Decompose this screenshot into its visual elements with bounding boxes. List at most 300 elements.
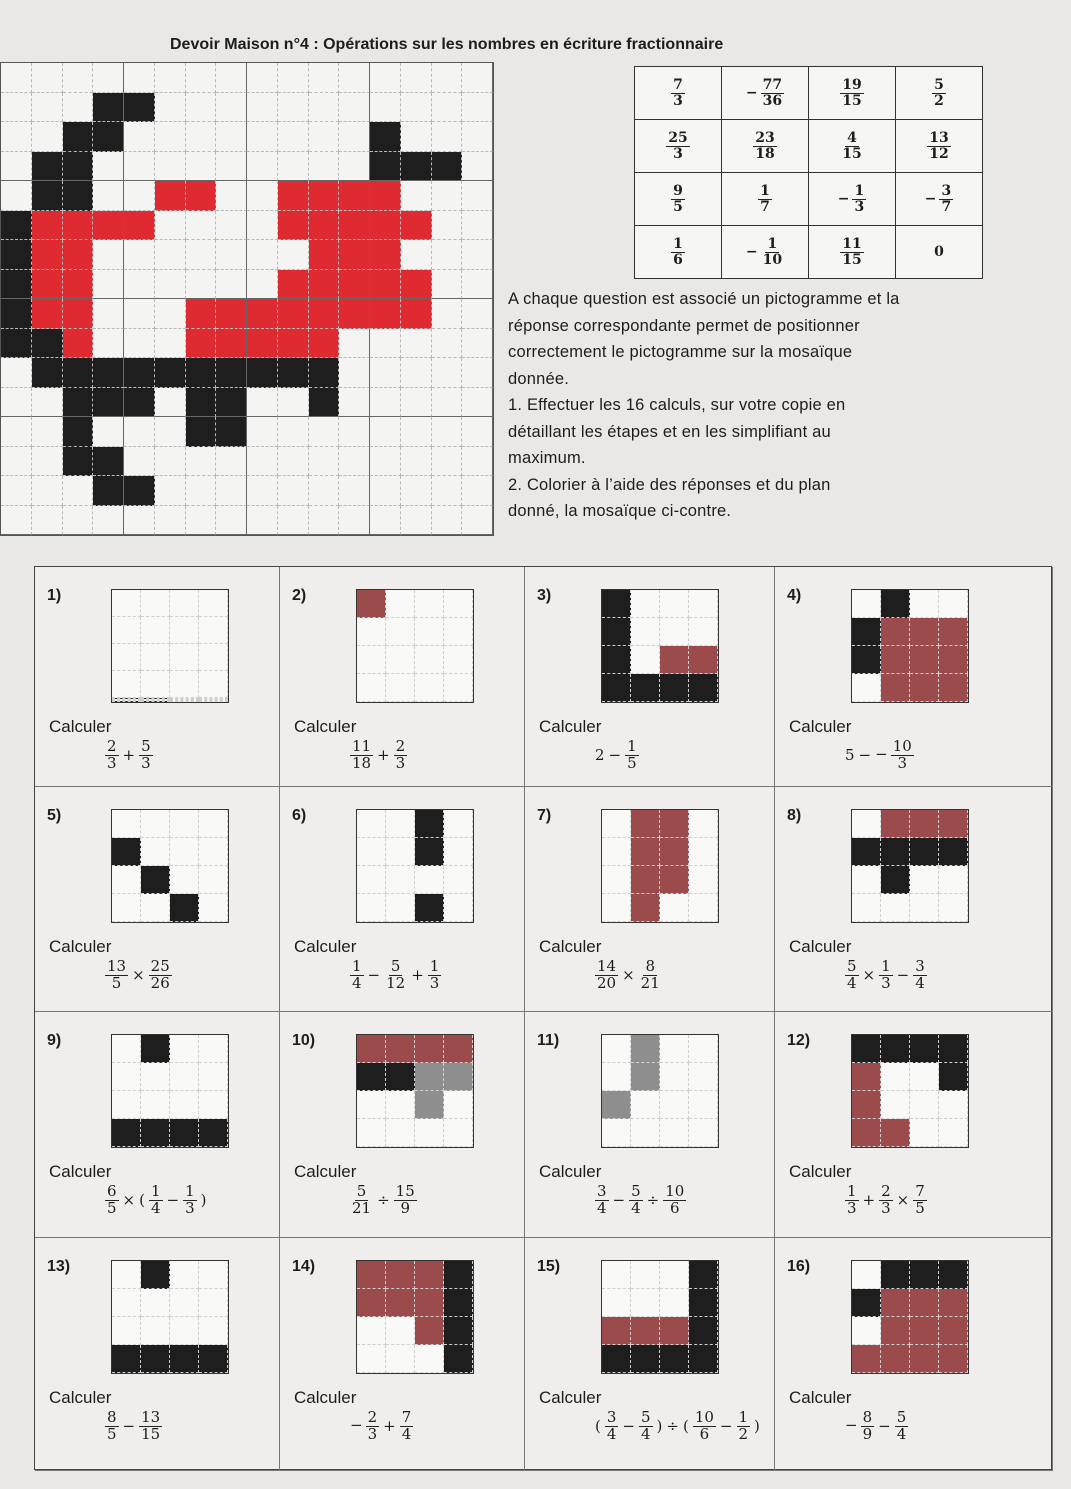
pictogram-cell — [141, 671, 170, 698]
pictogram-cell — [170, 1063, 199, 1091]
operator: + — [383, 1417, 396, 1436]
minus-sign: − — [745, 85, 758, 101]
numerator: 2 — [395, 737, 406, 755]
pictogram-cell — [881, 838, 910, 866]
operator: ÷ — [377, 1191, 390, 1210]
pictogram — [356, 809, 474, 923]
denominator: 4 — [401, 1424, 412, 1443]
mosaic-cell — [32, 63, 63, 93]
question-number: 11) — [537, 1032, 560, 1049]
mosaic-cell — [432, 506, 463, 536]
mosaic-cell — [32, 270, 63, 300]
mosaic-cell — [278, 270, 309, 300]
mosaic-cell — [1, 93, 32, 123]
operator: − — [719, 1417, 733, 1436]
question-number: 5) — [47, 807, 62, 824]
pictogram-cell — [939, 894, 968, 922]
mosaic-cell — [278, 93, 309, 123]
mosaic-cell — [186, 476, 217, 506]
pictogram-cell — [852, 866, 881, 894]
denominator: 5 — [107, 1424, 117, 1443]
mosaic-cell — [370, 388, 401, 418]
numerator: 1 — [760, 182, 770, 199]
mosaic-cell — [186, 152, 217, 182]
pictogram-cell — [386, 1119, 415, 1147]
answers-table — [634, 66, 983, 279]
mosaic-cell — [63, 122, 94, 152]
pictogram-cell — [112, 894, 141, 922]
pictogram-cell — [141, 1035, 170, 1063]
pictogram-cell — [852, 590, 881, 618]
pictogram-cell — [881, 1035, 910, 1063]
pictogram-cell — [357, 866, 386, 894]
pictogram-cell — [386, 1091, 415, 1119]
pictogram — [851, 809, 969, 923]
mosaic-cell — [63, 506, 94, 536]
mosaic-cell — [462, 211, 493, 241]
question-expression — [105, 1184, 207, 1217]
calc-label: Calculer — [294, 1162, 357, 1181]
mosaic-cell — [401, 270, 432, 300]
answer-cell — [809, 173, 896, 226]
mosaic-cell — [401, 152, 432, 182]
mosaic-cell — [155, 388, 186, 418]
mosaic-cell — [278, 299, 309, 329]
mosaic-cell — [462, 63, 493, 93]
pictogram-cell — [939, 1063, 968, 1091]
mosaic-cell — [278, 417, 309, 447]
pictogram-cell — [415, 1063, 444, 1091]
denominator: 6 — [673, 251, 683, 268]
mosaic-cell — [216, 476, 247, 506]
fraction — [753, 131, 776, 161]
pictogram-cell — [602, 674, 631, 702]
mosaic-cell — [93, 447, 124, 477]
pictogram-cell — [660, 894, 689, 922]
pictogram-cell — [357, 1317, 386, 1345]
mosaic-cell — [1, 299, 32, 329]
mosaic-cell — [93, 329, 124, 359]
pictogram-cell — [112, 1119, 141, 1147]
mosaic-cell — [401, 63, 432, 93]
pictogram — [851, 1260, 969, 1374]
fraction — [625, 739, 639, 772]
pictogram-cell — [631, 1261, 660, 1289]
operator: − — [878, 1417, 891, 1436]
mosaic-cell — [370, 270, 401, 300]
pictogram-cell — [852, 646, 881, 674]
pictogram-cell — [910, 674, 939, 702]
pictogram-cell — [631, 590, 660, 618]
calc-label: Calculer — [539, 1388, 602, 1407]
pictogram-cell — [660, 1119, 689, 1147]
mosaic-cell — [63, 152, 94, 182]
denominator: 3 — [367, 1424, 378, 1443]
question-expression — [845, 1410, 908, 1443]
pictogram-cell — [910, 1345, 939, 1373]
pictogram-cell — [602, 810, 631, 838]
pictogram-cell — [199, 1035, 228, 1063]
pictogram-cell — [631, 618, 660, 646]
question-number: 3) — [537, 587, 552, 604]
mosaic-cell — [216, 270, 247, 300]
mosaic-cell — [216, 358, 247, 388]
mosaic-cell — [309, 476, 340, 506]
mosaic-cell — [124, 417, 155, 447]
pictogram-cell — [631, 894, 660, 922]
pictogram-cell — [415, 810, 444, 838]
mosaic-cell — [401, 476, 432, 506]
pictogram-cell — [881, 894, 910, 922]
fraction — [595, 959, 618, 992]
operator: − — [166, 1191, 180, 1210]
pictogram-cell — [141, 1345, 170, 1373]
question-number: 9) — [47, 1032, 62, 1049]
fraction — [366, 1410, 380, 1443]
pictogram — [111, 809, 229, 923]
instruction-line: A chaque question est associé un pictogramme et la — [508, 290, 900, 308]
pictogram-cell — [170, 1091, 199, 1119]
question-expression — [350, 1410, 413, 1443]
mosaic-cell — [339, 240, 370, 270]
instruction-line: maximum. — [508, 449, 586, 467]
pictogram-cell — [602, 866, 631, 894]
operator: − — [608, 746, 622, 765]
mosaic-cell — [93, 388, 124, 418]
mosaic-cell — [32, 388, 63, 418]
pictogram-cell — [386, 1063, 415, 1091]
question-number: 2) — [292, 587, 307, 604]
mosaic-cell — [309, 181, 340, 211]
pictogram-cell — [602, 1035, 631, 1063]
pictogram-cell — [386, 590, 415, 618]
pictogram-cell — [199, 810, 228, 838]
pictogram-cell — [141, 1091, 170, 1119]
numerator: 8 — [107, 1408, 117, 1426]
pictogram-cell — [357, 618, 386, 646]
denominator: 18 — [352, 753, 372, 772]
pictogram-cell — [415, 646, 444, 674]
question-expression — [105, 739, 153, 772]
pictogram-cell — [602, 1345, 631, 1373]
operator: + — [862, 1191, 876, 1210]
fraction — [105, 959, 128, 992]
pictogram-cell — [852, 618, 881, 646]
numerator: 5 — [847, 957, 857, 975]
pictogram-cell — [170, 838, 199, 866]
numerator: 1 — [429, 957, 440, 975]
denominator: 3 — [897, 753, 908, 772]
pictogram-cell — [415, 618, 444, 646]
question-number: 4) — [787, 587, 802, 604]
pictogram-cell — [357, 674, 386, 702]
pictogram-cell — [141, 1261, 170, 1289]
pictogram — [851, 1034, 969, 1148]
denominator: 9 — [862, 1424, 873, 1443]
mosaic-cell — [432, 329, 463, 359]
pictogram-cell — [386, 1261, 415, 1289]
pictogram-cell — [415, 1119, 444, 1147]
mosaic-cell — [370, 122, 401, 152]
mosaic-cell — [186, 181, 217, 211]
pictogram-cell — [631, 866, 660, 894]
mosaic-cell — [93, 417, 124, 447]
mosaic-cell — [247, 476, 278, 506]
pictogram-cell — [112, 701, 141, 702]
mosaic-cell — [370, 181, 401, 211]
answer-cell — [635, 173, 722, 226]
pictogram — [356, 1260, 474, 1374]
mosaic-cell — [370, 299, 401, 329]
mosaic-cell — [339, 299, 370, 329]
pictogram-cell — [444, 618, 473, 646]
answer-cell — [896, 226, 983, 279]
mosaic-cell — [278, 122, 309, 152]
denominator: 4 — [606, 1424, 617, 1443]
numerator: 8 — [862, 1408, 873, 1426]
denominator: 4 — [915, 973, 925, 992]
mosaic-cell — [247, 299, 278, 329]
denominator: 9 — [400, 1198, 410, 1217]
paren: ) — [754, 1417, 760, 1436]
operator: − — [122, 1417, 136, 1436]
numerator: 9 — [673, 182, 683, 199]
mosaic-cell — [247, 181, 278, 211]
calc-label: Calculer — [49, 1162, 112, 1181]
mosaic-cell — [432, 270, 463, 300]
fraction — [105, 739, 119, 772]
pictogram-cell — [689, 838, 718, 866]
mosaic-cell — [401, 122, 432, 152]
pictogram-cell — [112, 1289, 141, 1317]
mosaic-cell — [32, 329, 63, 359]
question-number: 12) — [787, 1032, 811, 1049]
fraction — [758, 184, 772, 214]
question-expression — [350, 1184, 417, 1217]
fraction — [737, 1410, 751, 1443]
pictogram-cell — [199, 701, 228, 702]
mosaic-cell — [32, 358, 63, 388]
mosaic-cell — [93, 181, 124, 211]
numerator: 1 — [854, 182, 865, 199]
mosaic-cell — [401, 358, 432, 388]
fraction — [671, 237, 685, 267]
pictogram-cell — [444, 1317, 473, 1345]
denominator: 5 — [673, 198, 683, 215]
pictogram-cell — [415, 1345, 444, 1373]
mosaic-cell — [339, 388, 370, 418]
mosaic-cell — [93, 152, 124, 182]
mosaic-cell — [278, 240, 309, 270]
fraction — [913, 959, 927, 992]
fraction — [149, 959, 172, 992]
denominator: 15 — [842, 251, 862, 268]
pictogram-cell — [660, 1091, 689, 1119]
mosaic-cell — [216, 152, 247, 182]
question-cell — [35, 1012, 280, 1238]
mosaic-cell — [278, 329, 309, 359]
pictogram-cell — [444, 894, 473, 922]
calc-label: Calculer — [539, 1162, 602, 1181]
pictogram-cell — [910, 1119, 939, 1147]
denominator: 3 — [854, 198, 865, 215]
question-cell — [280, 1012, 525, 1238]
pictogram-cell — [631, 646, 660, 674]
mosaic-cell — [401, 299, 432, 329]
pictogram-cell — [112, 1261, 141, 1289]
mosaic-cell — [370, 506, 401, 536]
mosaic-cell — [63, 388, 94, 418]
instruction-line: donnée. — [508, 369, 570, 388]
fraction — [840, 78, 863, 108]
pictogram-cell — [170, 810, 199, 838]
pictogram-cell — [689, 646, 718, 674]
mosaic-cell — [309, 122, 340, 152]
mosaic-cell — [309, 240, 340, 270]
pictogram-cell — [357, 894, 386, 922]
question-expression — [350, 959, 441, 992]
pictogram-cell — [415, 1035, 444, 1063]
mosaic-cell — [216, 122, 247, 152]
mosaic-cell — [32, 122, 63, 152]
mosaic-cell — [32, 476, 63, 506]
pictogram-cell — [602, 838, 631, 866]
question-expression — [845, 739, 914, 772]
minus-sign: − — [837, 191, 850, 207]
pictogram-cell — [170, 1289, 199, 1317]
mosaic-cell — [339, 447, 370, 477]
pictogram-cell — [660, 674, 689, 702]
numerator: 13 — [107, 957, 127, 975]
mosaic-cell — [339, 93, 370, 123]
mosaic-cell — [432, 476, 463, 506]
answer-cell — [809, 120, 896, 173]
mosaic-cell — [309, 211, 340, 241]
pictogram-cell — [170, 671, 199, 698]
pictogram-cell — [939, 1261, 968, 1289]
fraction — [891, 739, 914, 772]
pictogram-cell — [199, 838, 228, 866]
mosaic-cell — [247, 93, 278, 123]
mosaic-cell — [462, 506, 493, 536]
instruction-line: 1. Effectuer les 16 calculs, sur votre copie en — [508, 396, 846, 414]
pictogram-cell — [170, 590, 199, 617]
pictogram-cell — [112, 838, 141, 866]
operator: × — [896, 1191, 910, 1210]
pictogram-cell — [881, 1119, 910, 1147]
answer-cell — [809, 226, 896, 279]
question-expression — [350, 739, 407, 772]
numerator: 7 — [401, 1408, 412, 1426]
numerator: 25 — [150, 957, 170, 975]
denominator: 21 — [352, 1198, 372, 1217]
operator: × — [122, 1191, 136, 1210]
mosaic-cell — [462, 476, 493, 506]
pictogram-cell — [660, 1317, 689, 1345]
mosaic-cell — [401, 506, 432, 536]
mosaic-cell — [278, 181, 309, 211]
mosaic-cell — [93, 299, 124, 329]
pictogram-cell — [660, 646, 689, 674]
pictogram-cell — [141, 701, 170, 702]
denominator: 12 — [386, 973, 406, 992]
denominator: 15 — [842, 92, 862, 109]
fraction — [605, 1410, 619, 1443]
mosaic-cell — [186, 388, 217, 418]
pictogram-cell — [444, 590, 473, 618]
fraction — [861, 1410, 875, 1443]
pictogram-cell — [939, 1091, 968, 1119]
mosaic-cell — [216, 388, 247, 418]
pictogram-cell — [660, 1063, 689, 1091]
pictogram-cell — [910, 838, 939, 866]
mosaic-cell — [1, 211, 32, 241]
pictogram-cell — [357, 810, 386, 838]
pictogram-cell — [660, 866, 689, 894]
mosaic-cell — [216, 63, 247, 93]
pictogram-cell — [602, 1063, 631, 1091]
mosaic-cell — [339, 329, 370, 359]
pictogram-cell — [199, 644, 228, 671]
pictogram-cell — [939, 618, 968, 646]
pictogram-cell — [689, 618, 718, 646]
paren: ) — [656, 1417, 663, 1436]
questions-grid — [34, 566, 1052, 1470]
mosaic-cell — [1, 63, 32, 93]
denominator: 10 — [762, 251, 783, 268]
calc-label: Calculer — [789, 717, 852, 736]
numerator: 1 — [352, 957, 362, 975]
minus-sign: − — [350, 1416, 363, 1435]
numerator: 11 — [352, 737, 372, 755]
paren: ( — [682, 1417, 689, 1436]
pictogram-cell — [444, 1345, 473, 1373]
pictogram — [356, 589, 474, 703]
numerator: 3 — [597, 1182, 607, 1200]
pictogram — [601, 1034, 719, 1148]
mosaic-cell — [339, 152, 370, 182]
answer-cell — [896, 67, 983, 120]
question-cell — [35, 1238, 280, 1471]
mosaic-cell — [124, 93, 155, 123]
pictogram-cell — [199, 617, 228, 644]
mosaic-cell — [93, 63, 124, 93]
pictogram-cell — [357, 1261, 386, 1289]
fraction — [895, 1410, 909, 1443]
question-cell — [775, 1238, 1053, 1471]
mosaic-cell — [370, 447, 401, 477]
pictogram-cell — [141, 894, 170, 922]
pictogram-cell — [602, 1119, 631, 1147]
mosaic-cell — [432, 417, 463, 447]
fraction — [183, 1184, 197, 1217]
mosaic-cell — [32, 152, 63, 182]
mosaic-cell — [432, 211, 463, 241]
numerator: 6 — [107, 1182, 117, 1200]
pictogram-cell — [357, 1345, 386, 1373]
mosaic-cell — [124, 181, 155, 211]
denominator: 7 — [941, 198, 952, 215]
pictogram-cell — [910, 1317, 939, 1345]
mosaic-cell — [247, 388, 278, 418]
minus-sign: − — [875, 745, 888, 764]
question-cell — [35, 787, 280, 1012]
mosaic-cell — [401, 93, 432, 123]
fraction — [663, 1184, 686, 1217]
question-number: 16) — [787, 1258, 811, 1275]
mosaic-cell — [432, 152, 463, 182]
answers-row — [635, 67, 983, 120]
